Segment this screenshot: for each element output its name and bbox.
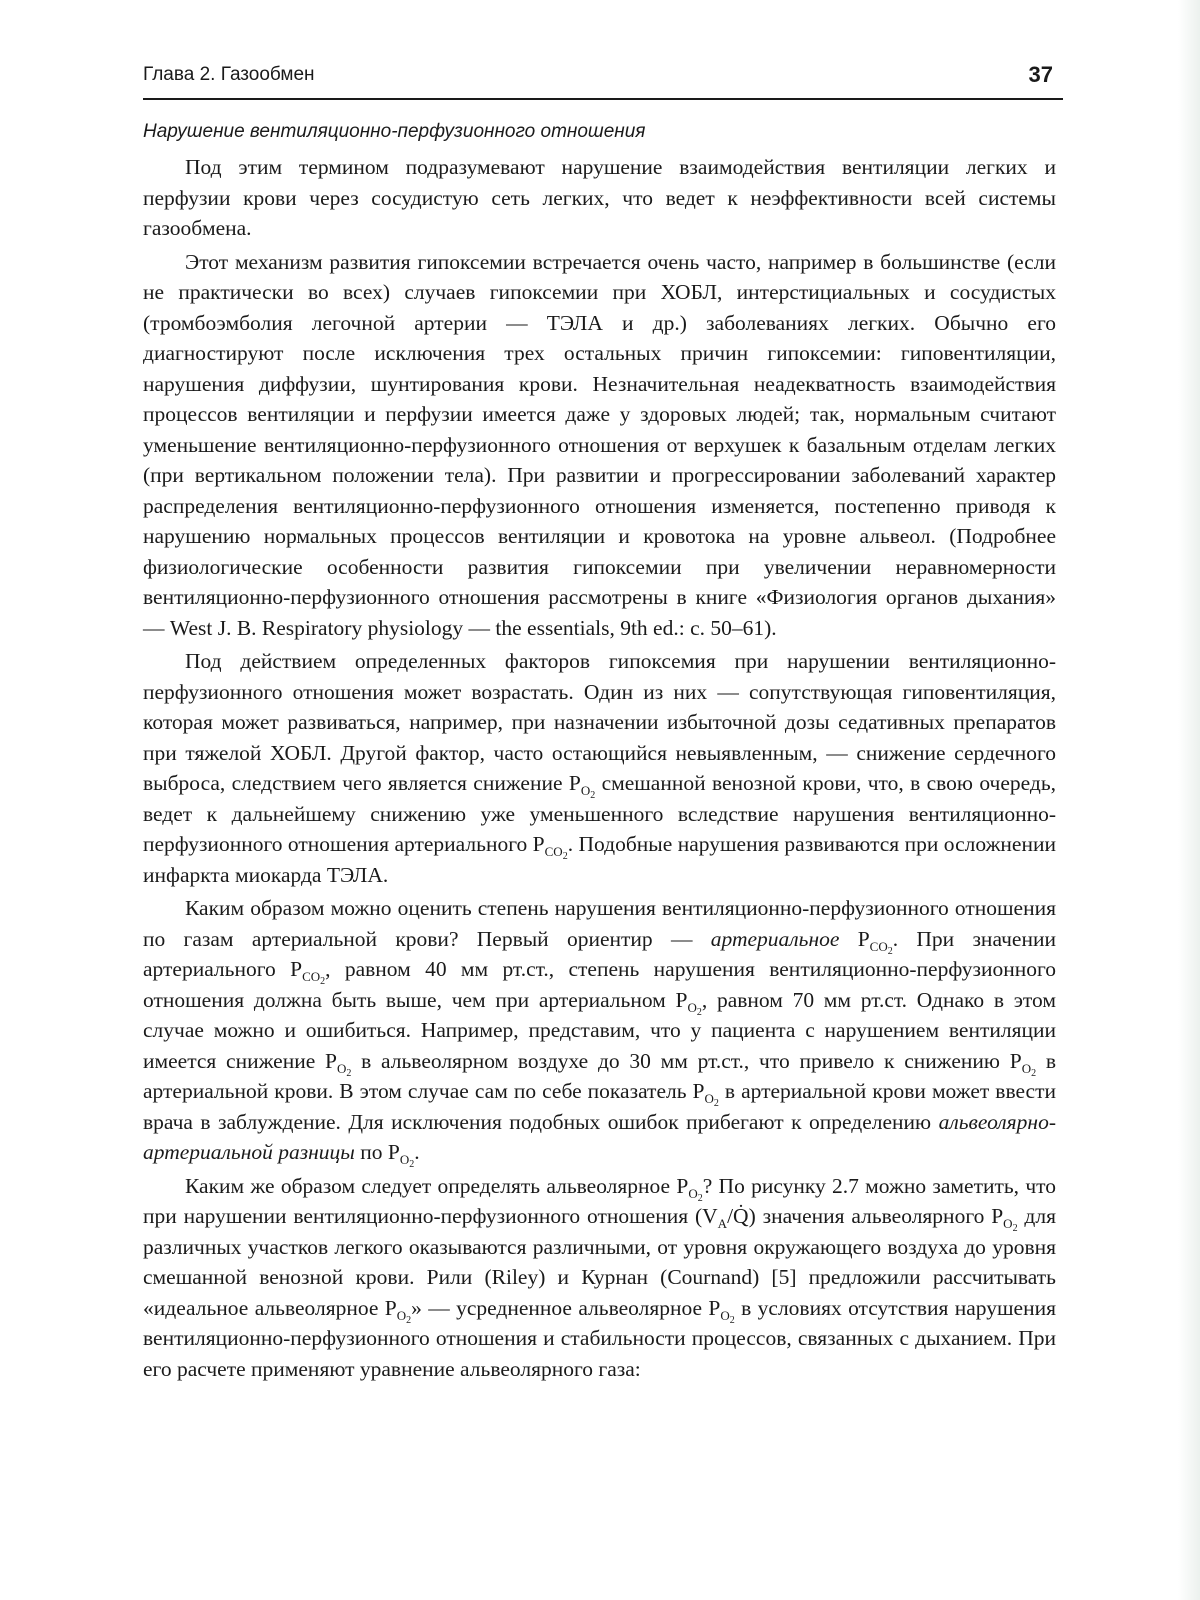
subscript-o2: O2 xyxy=(1021,1060,1037,1079)
subscript-o2: O2 xyxy=(336,1060,352,1079)
paragraph-5: Каким же образом следует определять альвеолярное $P_{O_2}$? По рисунку 2.7 можно заметить, что при нарушении вентиляционно-перфузионного отношения $(V_A/Q̇)$ значения альвеолярного $P_{O_2}$ для различных участков легкого оказываются различными, от уровня окружающего воздуха до уровня смешанной венозной крови. Рили (Riley) и Курнан (Cournand) [5] предложили рассчитывать «идеальное альвеолярное $P_{O_2}$» — усредненное альвеолярное $P_{O_2}$ в условиях отсутствия нарушения вентиляционно-перфузионного отношения и стабильности процессов, связанных с дыханием. При его расчете применяют уравнение альвеолярного газа: xyxy=(143,1173,1056,1381)
running-header xyxy=(143,62,1063,100)
paragraph-3: Под действием определенных факторов гипоксемия при нарушении вентиляционно-перфузионного отношения может возрастать. Один из них — сопутствующая гиповентиляция, которая может развиваться, например, при назначении избыточной дозы седативных препаратов при тяжелой ХОБЛ. Другой фактор, часто остающийся невыявленным, — снижение сердечного выброса, следствием чего является снижение $P_{O_2}$ смешанной венозной крови, что, в свою очередь, ведет к дальнейшему снижению уже уменьшенного вследствие нарушения вентиляционно-перфузионного отношения артериального $P_{CO_2}$. Подобные нарушения развиваются при осложнении инфаркта миокарда ТЭЛА. xyxy=(143,649,1056,887)
section-heading: Нарушение вентиляционно-перфузионного отношения xyxy=(143,121,646,142)
subscript-co2: CO2 xyxy=(302,969,326,987)
page-number: 37 xyxy=(1028,62,1053,87)
paragraph-1: Под этим термином подразумевают нарушение взаимодействия вентиляции легких и перфузии крови через сосудистую сеть легких, что ведет к неэффективности всей системы газообмена. xyxy=(143,155,1056,240)
subscript-a: A xyxy=(717,1216,728,1231)
subscript-o2: O2 xyxy=(688,1185,703,1204)
subscript-o2: O2 xyxy=(580,783,596,801)
body-text xyxy=(143,118,1056,1387)
emphasis-arterial: артериальное xyxy=(710,926,840,951)
subscript-o2: O2 xyxy=(396,1307,412,1326)
paragraph-4: Каким образом можно оценить степень нарушения вентиляционно-перфузионного отношения по газам артериальной крови? Первый ориентир — артериальное $P_{CO_2}$. При значении артериального $P_{CO_2}$, равном 40 мм рт.ст., степень нарушения вентиляционно-перфузионного отношения должна быть выше, чем при артериальном $P_{O_2}$, равном 70 мм рт.ст. Однако в этом случае можно и ошибиться. Например, представим, что у пациента с нарушением вентиляции имеется снижение $P_{O_2}$ в альвеолярном воздухе до 30 мм рт.ст., что привело к снижению $P_{O_2}$ в артериальной крови. В этом случае сам по себе показатель $P_{O_2}$ в артериальной крови может ввести врача в заблуждение. Для исключения подобных ошибок прибегают к определению альвеолярно-артериальной разницы по $P_{O_2}$. xyxy=(143,896,1057,1170)
emphasis-aa-gradient: альвеолярно-артериальной разницы xyxy=(143,1109,1056,1164)
subscript-co2: CO2 xyxy=(544,844,568,862)
subscript-o2: O2 xyxy=(720,1307,735,1326)
subscript-o2: O2 xyxy=(687,999,702,1018)
chapter-title: Глава 2. Газообмен xyxy=(143,64,315,85)
paragraph-2: Этот механизм развития гипоксемии встречается очень часто, например в большинстве (если не практически во всех) случаев гипоксемии при ХОБЛ, интерстициальных и сосудистых (тромбоэмболия легочной артерии — ТЭЛА и др.) заболеваниях легких. Обычно его диагностируют после исключения трех остальных причин гипоксемии: гиповентиляции, нарушения диффузии, шунтирования крови. Незначительная неадекватность взаимодействия процессов вентиляции и перфузии имеется даже у здоровых людей; так, нормальным считают уменьшение вентиляционно-перфузионного отношения от верхушек к базальным отделам легких (при вертикальном положении тела). При развитии и прогрессировании заболеваний характер распределения вентиляционно-перфузионного отношения изменяется, постепенно приводя к нарушению нормальных процессов вентиляции и кровотока на уровне альвеол. (Подробнее физиологические особенности развития гипоксемии при увеличении неравномерности вентиляционно-перфузионного отношения рассмотрены в книге «Физиология органов дыхания» — West J. B. Respiratory physiology — the essentials, 9th ed.: с. 50–61). xyxy=(143,249,1056,640)
page-edge-shade xyxy=(1178,0,1200,1600)
subscript-o2: O2 xyxy=(1003,1216,1018,1234)
subscript-co2: CO2 xyxy=(869,938,893,957)
subscript-o2: O2 xyxy=(704,1091,719,1109)
subscript-o2: O2 xyxy=(399,1152,415,1170)
